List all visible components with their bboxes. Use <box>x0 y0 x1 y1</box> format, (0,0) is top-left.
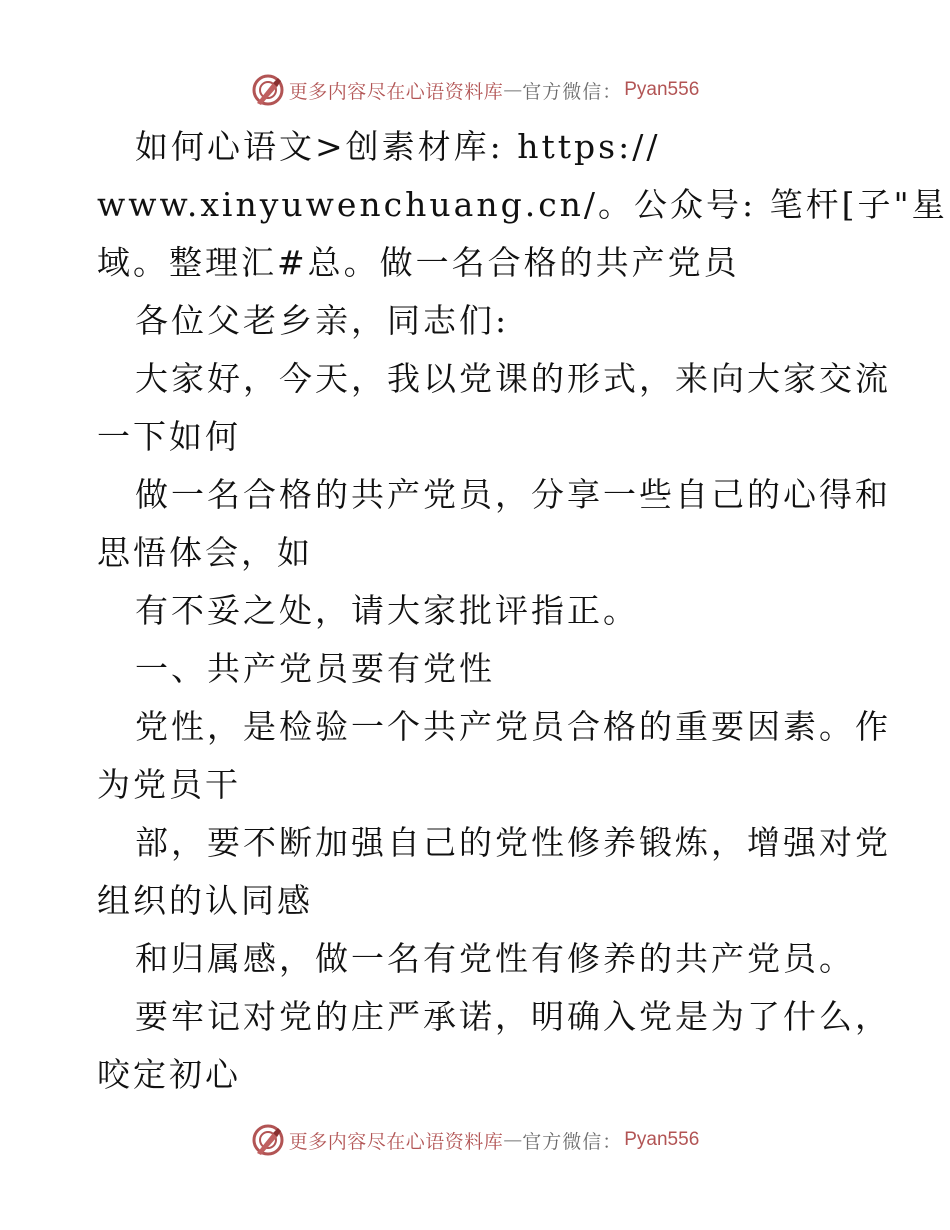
text-line: 部，要不断加强自己的党性修养锻炼，增强对党 <box>135 823 891 862</box>
text-line: 组织的认同感 <box>97 881 313 920</box>
watermark-id: Pyan556 <box>624 1129 700 1150</box>
text-line: 一下如何 <box>97 417 241 456</box>
text-line: 和归属感，做一名有党性有修养的共产党员。 <box>135 939 855 978</box>
watermark-label: 官方微信： <box>522 80 623 103</box>
text-line: 域。整理汇#总。做一名合格的共产党员 <box>97 243 740 282</box>
text-line: 思悟体会，如 <box>97 533 313 572</box>
watermark-title: 更多内容尽在心语资料库 <box>288 80 504 103</box>
watermark-id: Pyan556 <box>624 79 700 100</box>
text-line: 党性，是检验一个共产党员合格的重要因素。作 <box>135 707 891 746</box>
watermark-label: 官方微信： <box>522 1130 623 1153</box>
text-line: 要牢记对党的庄严承诺，明确入党是为了什么， <box>135 997 891 1036</box>
text-line: www.xinyuwenchuang.cn/。公众号: 笔杆[子"星 <box>97 185 948 224</box>
document-body <box>97 118 948 1104</box>
text-line: 如何心语文>创素材库: https:// <box>135 127 661 166</box>
text-line: 有不妥之处，请大家批评指正。 <box>135 591 639 630</box>
watermark-title: 更多内容尽在心语资料库 <box>288 1130 504 1153</box>
text-line: 各位父老乡亲，同志们: <box>135 301 510 340</box>
watermark-separator: — <box>503 79 523 101</box>
text-line: 做一名合格的共产党员，分享一些自己的心得和 <box>135 475 891 514</box>
text-line: 咬定初心 <box>97 1055 241 1094</box>
watermark-header <box>0 70 950 110</box>
pen-logo-icon <box>251 1123 285 1157</box>
watermark-footer <box>0 1120 950 1160</box>
pen-logo-icon <box>251 73 285 107</box>
text-line: 一、共产党员要有党性 <box>135 649 495 688</box>
text-line: 大家好，今天，我以党课的形式，来向大家交流 <box>135 359 891 398</box>
watermark-separator: — <box>503 1129 523 1151</box>
text-line: 为党员干 <box>97 765 241 804</box>
